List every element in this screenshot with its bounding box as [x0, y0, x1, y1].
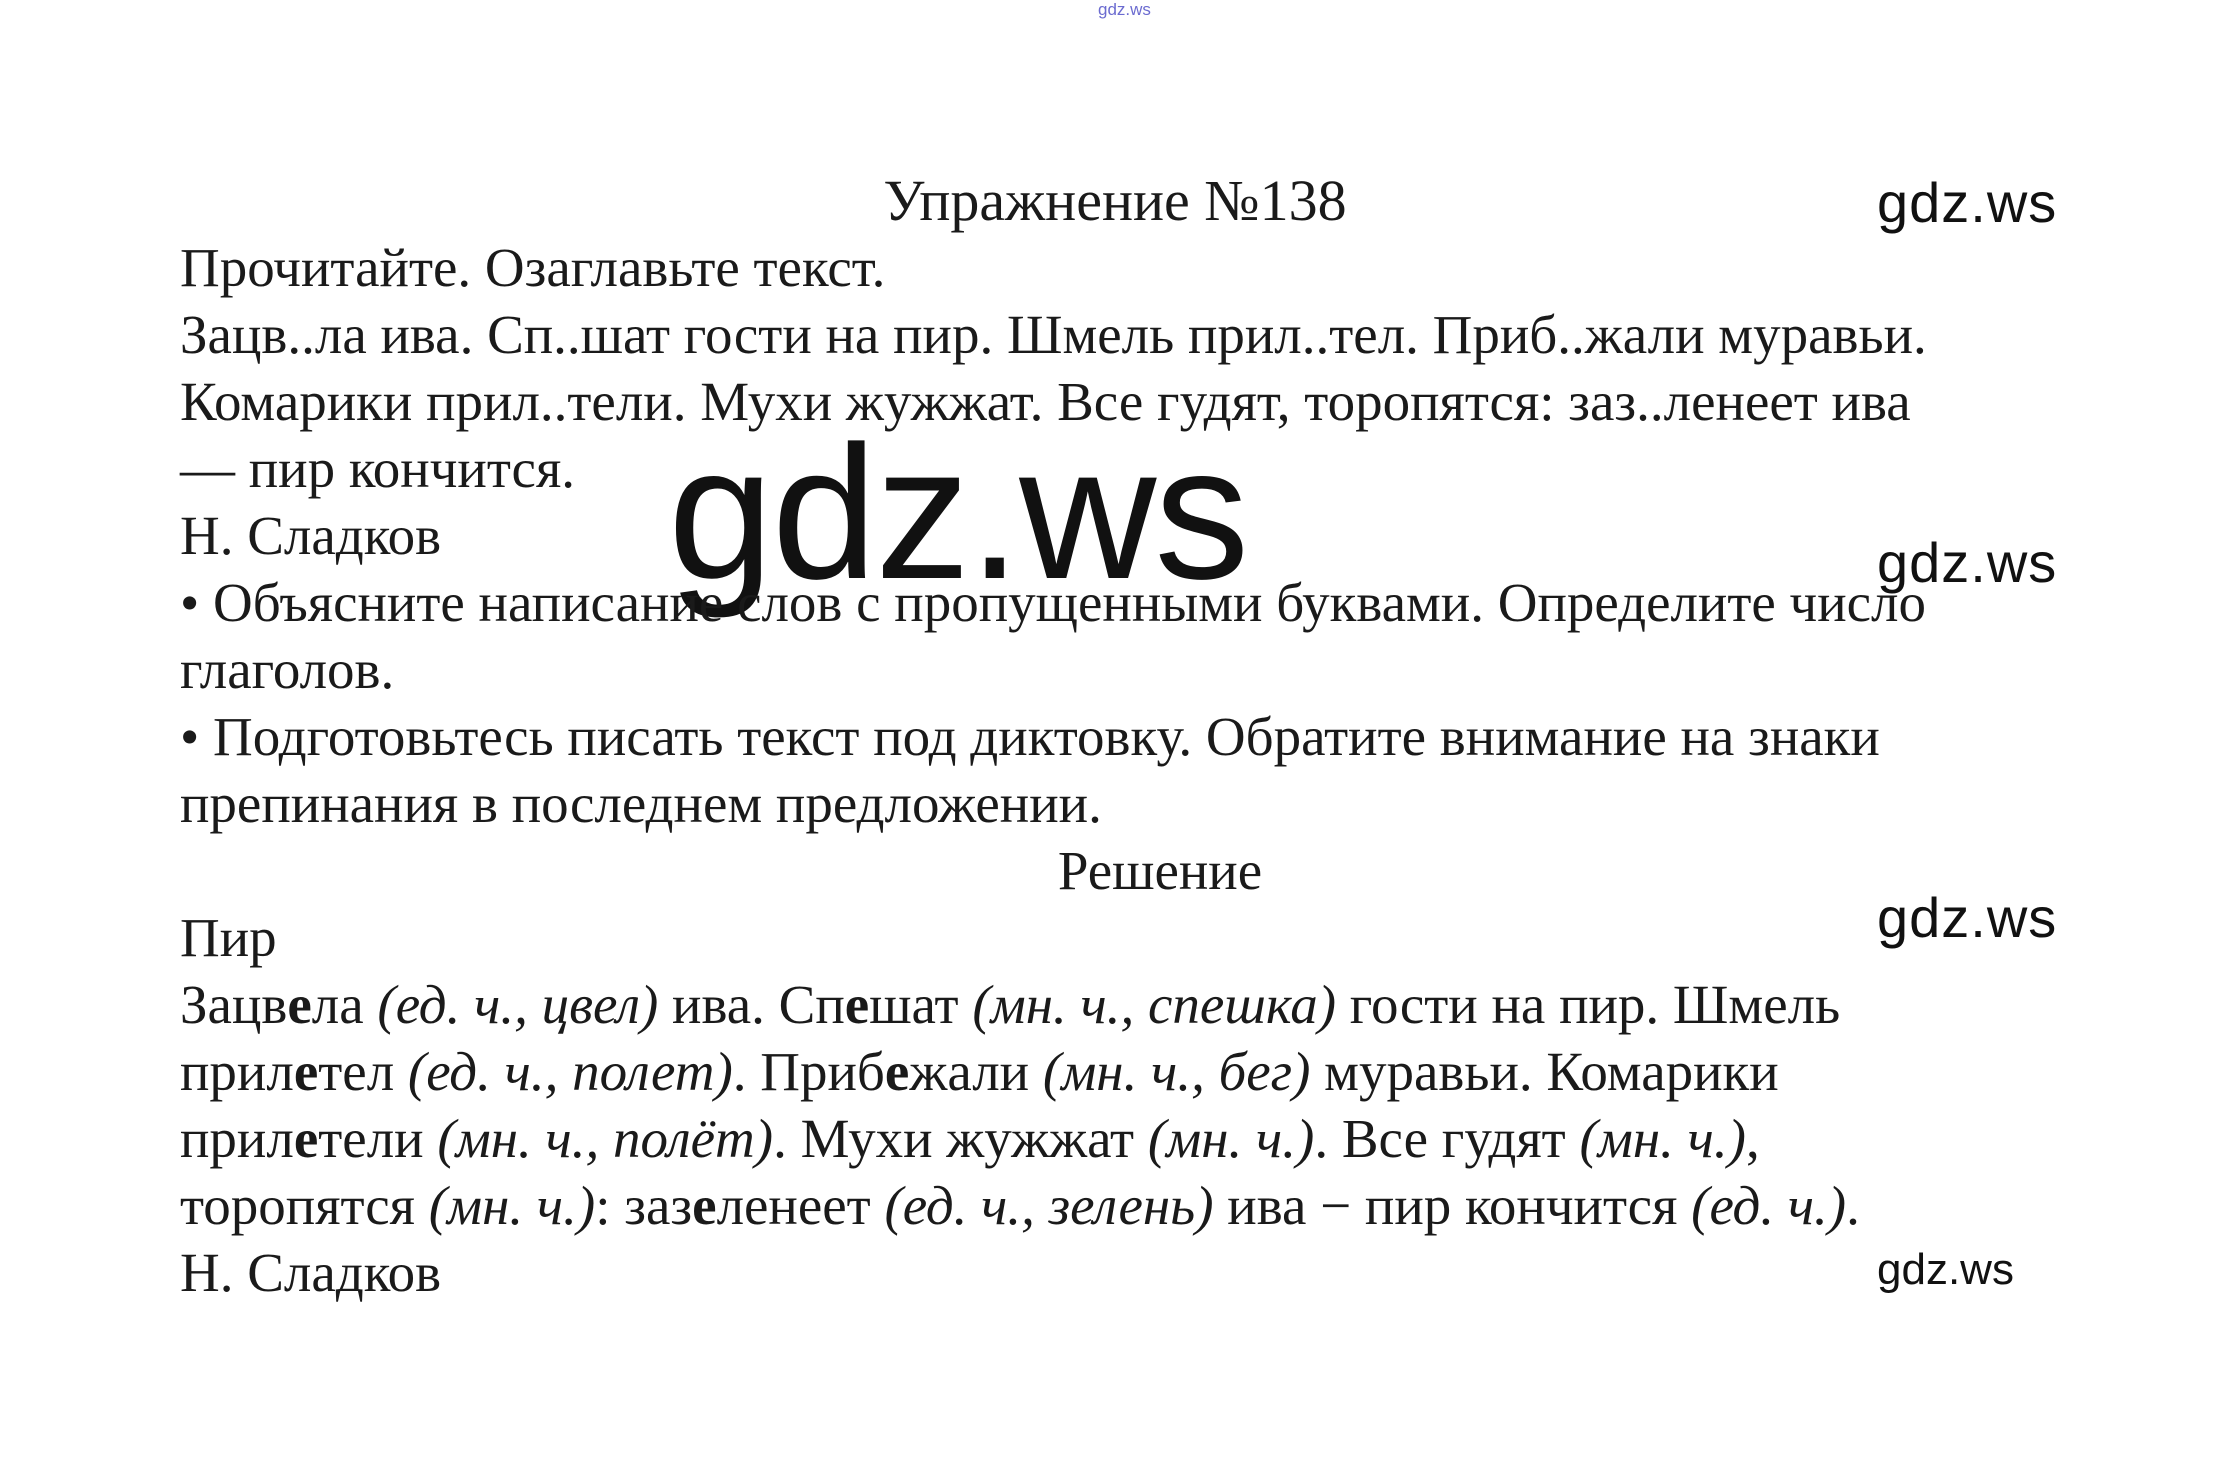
- annotation-text: (мн. ч., полёт): [437, 1108, 774, 1169]
- solution-text: гости на пир. Шмель: [1336, 974, 1841, 1035]
- solution-line: [180, 972, 1840, 1038]
- inserted-letter: е: [844, 974, 870, 1035]
- inserted-letter: е: [692, 1175, 717, 1236]
- task-text-line: Комарики прил..тели. Мухи жужжат. Все гудят, торопятся: заз..ленеет ива: [180, 371, 1911, 432]
- exercise-title-text: Упражнение №138: [883, 168, 1347, 233]
- solution-text: шат: [869, 974, 973, 1035]
- annotation-text: (ед. ч., цвел): [377, 974, 659, 1035]
- annotation-text: (мн. ч., спешка): [972, 974, 1337, 1035]
- annotation-text: (мн. ч.): [428, 1175, 596, 1236]
- solution-author: Н. Сладков: [180, 1242, 442, 1303]
- solution-text: : заз: [595, 1175, 693, 1236]
- solution-text: тел: [318, 1041, 408, 1102]
- solution-text: . Приб: [732, 1041, 885, 1102]
- solution-text: . Мухи жужжат: [773, 1108, 1148, 1169]
- watermark-middle-right: gdz.ws: [1877, 531, 2058, 594]
- task-bullet-line: глаголов.: [180, 639, 395, 700]
- solution-text: . Все гудят: [1314, 1108, 1580, 1169]
- annotation-text: (ед. ч., полет): [407, 1041, 733, 1102]
- tiny-watermark: gdz.ws: [1098, 0, 1151, 19]
- task-author: Н. Сладков: [180, 505, 442, 566]
- solution-line: [180, 1173, 1860, 1239]
- solution-text: торопятся: [180, 1175, 429, 1236]
- annotation-text: (ед. ч.): [1691, 1175, 1847, 1236]
- solution-text: .: [1846, 1175, 1860, 1236]
- inserted-letter: е: [293, 1108, 319, 1169]
- task-text-line: Зацв..ла ива. Сп..шат гости на пир. Шмель прил..тел. Приб..жали муравьи.: [180, 304, 1927, 365]
- solution-text: ленеет: [716, 1175, 885, 1236]
- solution-text: жали: [909, 1041, 1043, 1102]
- task-bullet-line: препинания в последнем предложении.: [180, 773, 1102, 834]
- inserted-letter: е: [287, 974, 312, 1035]
- inserted-letter: е: [293, 1041, 319, 1102]
- annotation-text: (мн. ч., бег): [1042, 1041, 1311, 1102]
- solution-text: прил: [180, 1108, 294, 1169]
- watermark-solution-right: gdz.ws: [1877, 886, 2058, 949]
- solution-text: прил: [180, 1041, 294, 1102]
- solution-line: [180, 1039, 1779, 1105]
- solution-line: [180, 1106, 1760, 1172]
- watermark-bottom-right: gdz.ws: [1877, 1245, 2014, 1294]
- solution-text: ,: [1745, 1108, 1760, 1169]
- annotation-text: (мн. ч.): [1579, 1108, 1746, 1169]
- task-bullet-line: • Подготовьтесь писать текст под диктовку. Обратите внимание на знаки: [180, 706, 1880, 767]
- task-text-line: — пир кончится.: [180, 438, 575, 499]
- solution-text: Зацв: [180, 974, 288, 1035]
- annotation-text: (ед. ч., зелень): [884, 1175, 1214, 1236]
- solution-text: ла: [311, 974, 378, 1035]
- task-bullet-line: • Объясните написание слов с пропущенными буквами. Определите число: [180, 572, 1927, 633]
- solution-title: Пир: [180, 907, 277, 968]
- watermark-large: gdz.ws: [668, 407, 1248, 619]
- solution-heading: Решение: [1057, 840, 1263, 901]
- task-instruction: Прочитайте. Озаглавьте текст.: [180, 237, 886, 298]
- solution-text: ива. Сп: [658, 974, 845, 1035]
- solution-text: ива − пир кончится: [1213, 1175, 1692, 1236]
- annotation-text: (мн. ч.): [1147, 1108, 1315, 1169]
- watermark-top-right: gdz.ws: [1877, 171, 2058, 234]
- solution-text: муравьи. Комарики: [1310, 1041, 1779, 1102]
- inserted-letter: е: [884, 1041, 910, 1102]
- solution-text: тели: [318, 1108, 438, 1169]
